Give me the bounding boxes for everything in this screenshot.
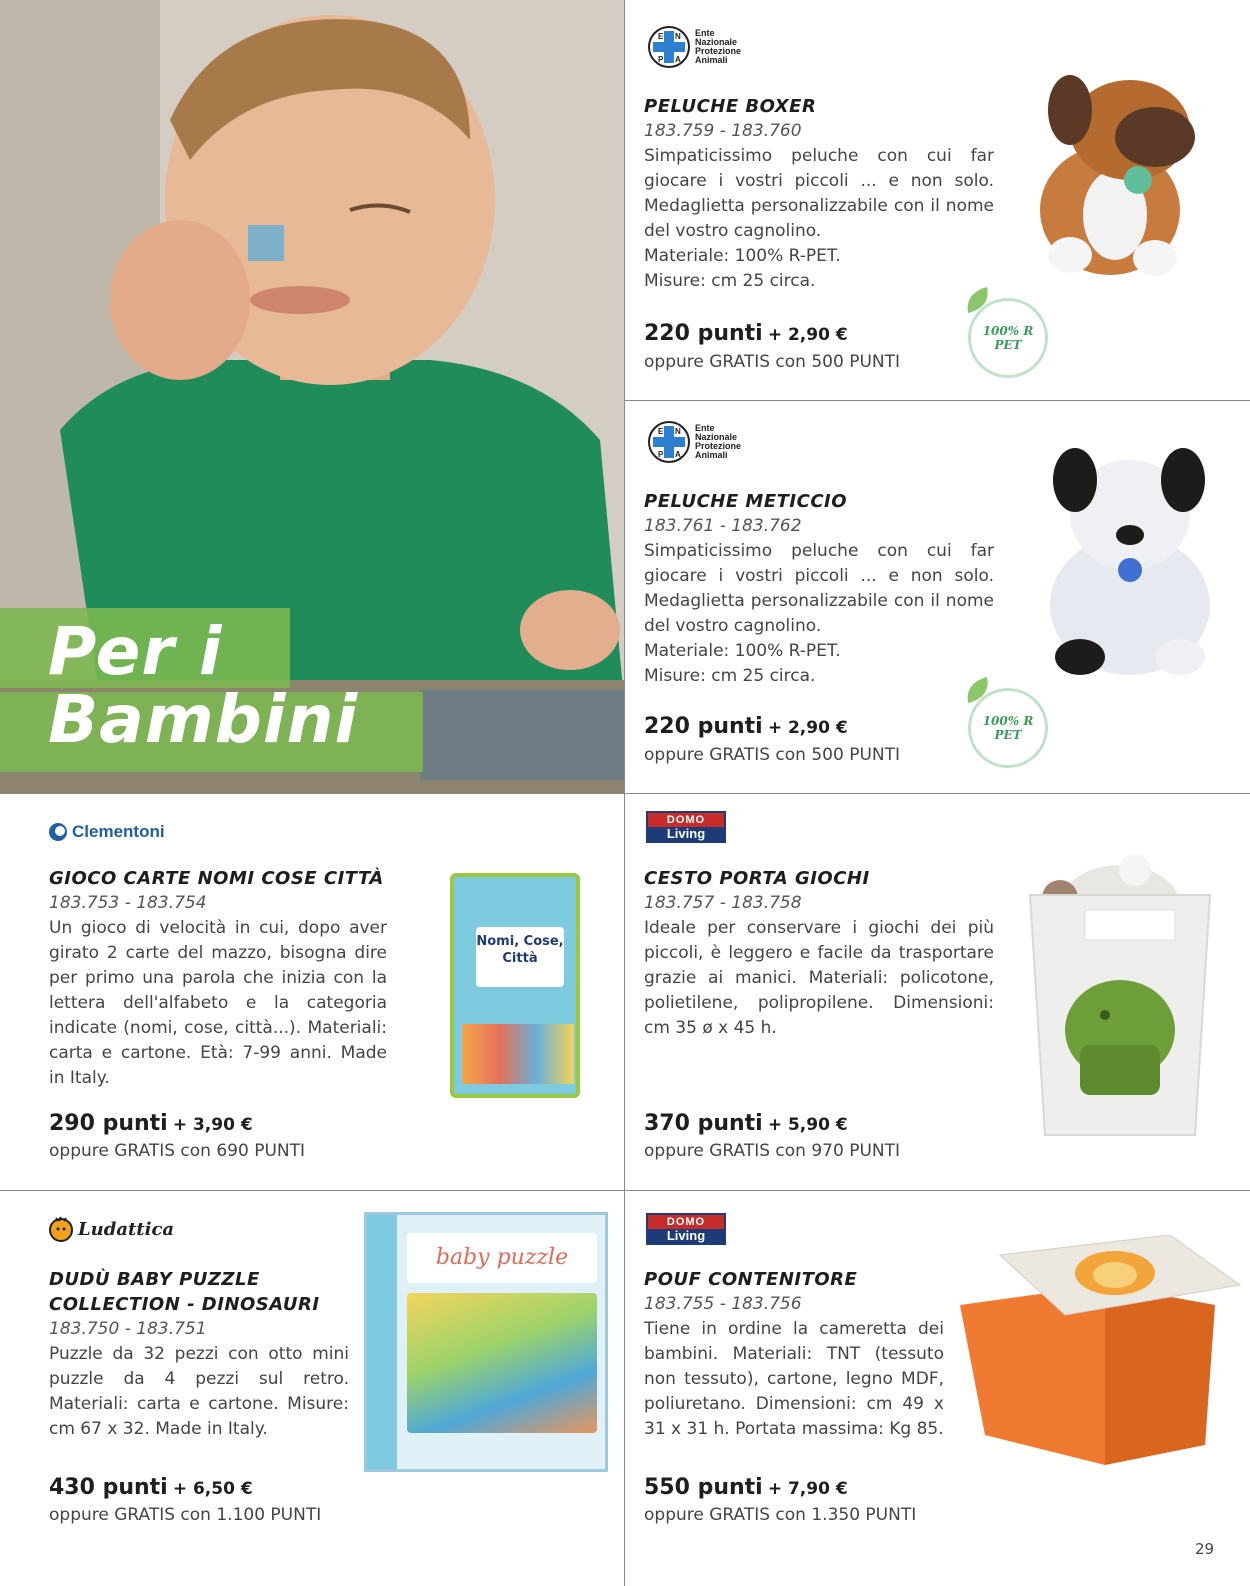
product-description: Un gioco di velocità in cui, dopo aver girato 2 carte del mazzo, bisogna dire per primo una parola che inizia con la lettera dell'alfabeto e la categoria indicate (nomi, cose, città...). Materiali: carta e cartone. Età: 7-99 anni. Made in Italy. [49,918,387,1088]
product-size: Misure: cm 25 circa. [644,666,816,686]
price-extra: + 3,90 € [172,1115,253,1135]
product-codes: 183.761 - 183.762 [644,516,802,536]
box-dino-art [407,1293,597,1433]
price-points: 550 punti [644,1475,763,1500]
product-title: PELUCHE METICCIO [644,491,848,512]
mongrel-plush-image [1035,435,1225,689]
enpa-line: Nazionale [695,432,738,442]
ludattica-icon [48,1215,74,1243]
price-line [644,321,848,346]
page-number: 29 [1195,1540,1215,1558]
box-title: baby puzzle [407,1233,597,1283]
price-extra: + 6,50 € [172,1479,253,1499]
enpa-logo [647,420,741,464]
product-description: Tiene in ordine la cameretta dei bambini. Materiali: TNT (tessuto non tessuto), cartone, legno MDF, poliuretano. Dimensioni: cm 49 x 31 x 31 h. Portata massima: Kg 85. [644,1319,944,1439]
enpa-text [695,29,741,65]
price-alternative: oppure GRATIS con 690 PUNTI [49,1141,306,1161]
hero-title-line1: Per i [48,613,223,690]
clementoni-icon [48,822,68,842]
row-divider [624,400,1250,401]
svg-text:P: P [658,450,664,459]
enpa-line: Ente [695,423,715,433]
price-extra: + 2,90 € [767,325,848,345]
product-title: GIOCO CARTE NOMI COSE CITTÀ [49,868,384,889]
box-title: Nomi, Cose, Città [476,927,564,987]
product-codes: 183.755 - 183.756 [644,1294,802,1314]
product-title-line1: DUDÙ BABY PUZZLE [49,1269,260,1290]
svg-text:E: E [658,427,664,436]
clementoni-logo [48,822,165,842]
enpa-line: Animali [695,450,728,460]
box-city-art [462,1024,574,1084]
svg-text:E: E [658,32,664,41]
domo-living-logo [646,1213,726,1245]
price-line [49,1111,253,1136]
price-extra: + 5,90 € [767,1115,848,1135]
ludattica-logo [48,1215,174,1243]
domo-logo-bottom: Living [666,1228,706,1243]
enpa-logo [647,25,741,69]
enpa-line: Protezione [695,46,742,56]
hero-title-line2: Bambini [48,681,359,758]
domo-logo-top: DOMO [648,813,724,827]
svg-text:N: N [675,427,681,436]
product-title: POUF CONTENITORE [644,1269,858,1290]
domo-living-logo [646,811,726,843]
toy-basket-image [1025,850,1215,1154]
box-side [367,1215,397,1469]
product-title: CESTO PORTA GIOCHI [644,868,870,889]
price-alternative: oppure GRATIS con 500 PUNTI [644,352,901,372]
enpa-cross-icon [647,420,691,464]
price-extra: + 7,90 € [767,1479,848,1499]
svg-text:A: A [675,450,681,459]
product-description: Simpaticissimo peluche con cui far giocare i vostri piccoli ... e non solo. Medaglietta personalizzabile con il nome del vostro cagnolino. [644,541,994,636]
price-alternative: oppure GRATIS con 500 PUNTI [644,745,901,765]
baby-puzzle-box-image [364,1212,608,1472]
price-extra: + 2,90 € [767,718,848,738]
price-points: 290 punti [49,1111,168,1136]
product-codes: 183.750 - 183.751 [49,1319,207,1339]
price-points: 220 punti [644,321,763,346]
row-divider [0,1190,1250,1191]
enpa-line: Protezione [695,441,742,451]
row-divider [0,793,1250,794]
domo-logo-top: DOMO [648,1215,724,1229]
price-points: 220 punti [644,714,763,739]
enpa-line: Ente [695,28,715,38]
price-line [49,1475,253,1500]
product-description: Ideale per conservare i giochi dei più piccoli, è leggero e facile da trasportare grazie ai manici. Materiali: policotone, polietilene, polipropilene. Dimensioni: cm 35 ø x 45 h. [644,918,994,1038]
price-alternative: oppure GRATIS con 1.350 PUNTI [644,1505,917,1525]
price-line [644,1111,848,1136]
price-line [644,714,848,739]
product-title: PELUCHE BOXER [644,96,817,117]
price-alternative: oppure GRATIS con 1.100 PUNTI [49,1505,322,1525]
product-description: Puzzle da 32 pezzi con otto mini puzzle da 4 pezzi sul retro. Materiali: carta e cartone. Misure: cm 67 x 32. Made in Italy. [49,1344,349,1439]
clementoni-name: Clementoni [72,822,165,841]
svg-text:A: A [675,55,681,64]
hero-photo [0,0,624,793]
enpa-line: Animali [695,55,728,65]
enpa-cross-icon [647,25,691,69]
price-points: 430 punti [49,1475,168,1500]
svg-text:P: P [658,55,664,64]
product-size: Misure: cm 25 circa. [644,271,816,291]
enpa-text [695,424,741,460]
svg-text:N: N [675,32,681,41]
rpet-badge: 100% R PET [968,298,1048,378]
product-title-line2: COLLECTION - DINOSAURI [49,1294,320,1315]
rpet-badge: 100% R PET [968,688,1048,768]
card-game-box-image [450,873,580,1098]
price-alternative: oppure GRATIS con 970 PUNTI [644,1141,901,1161]
boxer-plush-image [1030,45,1210,289]
pouf-image [955,1235,1245,1479]
product-description: Simpaticissimo peluche con cui far giocare i vostri piccoli ... e non solo. Medaglietta personalizzabile con il nome del vostro cagnolino. [644,146,994,241]
product-material: Materiale: 100% R-PET. [644,641,841,661]
price-line [644,1475,848,1500]
ludattica-name: Ludattica [78,1218,175,1240]
product-codes: 183.753 - 183.754 [49,893,207,913]
hero-title [48,613,359,758]
product-codes: 183.759 - 183.760 [644,121,802,141]
product-material: Materiale: 100% R-PET. [644,246,841,266]
domo-logo-bottom: Living [666,826,706,841]
price-points: 370 punti [644,1111,763,1136]
product-codes: 183.757 - 183.758 [644,893,802,913]
enpa-line: Nazionale [695,37,738,47]
